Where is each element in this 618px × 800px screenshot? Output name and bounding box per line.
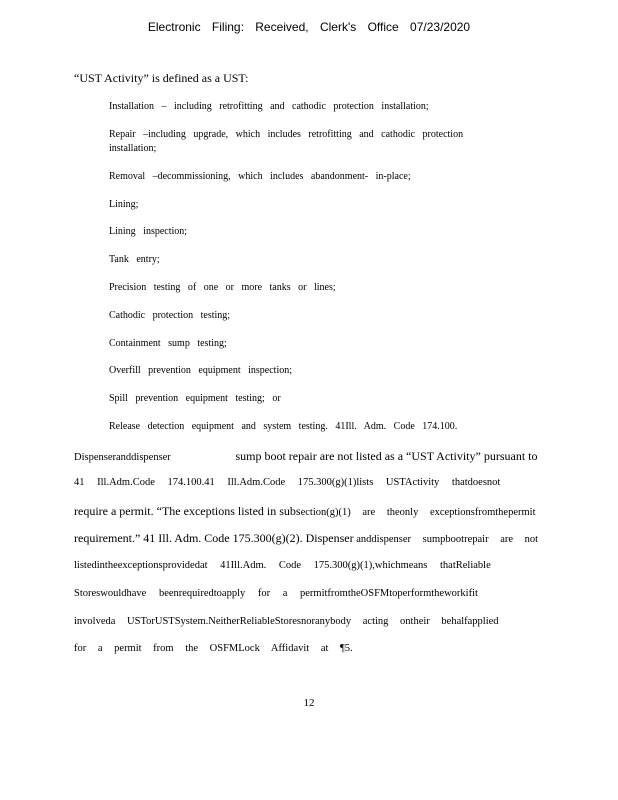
list-item: Repair –including upgrade, which includes retrofitting and cathodic protection <box>109 129 464 140</box>
list-item: Removal –decommissioning, which includes abandonment- in-place; <box>109 171 411 182</box>
list-item: Overfill prevention equipment inspection; <box>109 365 293 376</box>
paragraph-fragment: Dispenseranddispenser <box>74 452 171 463</box>
definition-intro: “UST Activity” is defined as a UST: <box>74 71 249 85</box>
list-item: Spill prevention equipment testing; or <box>109 393 281 404</box>
paragraph-line: involveda USTorUSTSystem.NeitherReliableStoresnoranybody acting ontheir behalfapplied <box>74 616 499 627</box>
list-item: Cathodic protection testing; <box>109 310 231 321</box>
list-item: Lining inspection; <box>109 226 188 237</box>
list-item: Containment sump testing; <box>109 338 227 349</box>
paragraph-fragment: require a permit. “The exceptions listed in subs <box>74 504 301 518</box>
paragraph-line <box>74 504 536 519</box>
filing-header: Electronic Filing: Received, Clerk's Office 07/23/2020 <box>147 20 471 34</box>
paragraph-fragment: requirement.” 41 Ill. Adm. Code 175.300(g)(2). Dispenser <box>74 531 354 545</box>
list-item: Tank entry; <box>109 254 160 265</box>
paragraph-line <box>74 531 538 546</box>
paragraph-line: for a permit from the OSFMLock Affidavit at ¶5. <box>74 643 353 654</box>
paragraph-line: listedintheexceptionsprovidedat 41Ill.Adm. Code 175.300(g)(1),whichmeans thatReliable <box>74 560 491 571</box>
paragraph-line: Storeswouldhave beenrequiredtoapply for a permitfromtheOSFMtoperformtheworkifit <box>74 588 478 599</box>
list-item: Lining; <box>109 199 139 210</box>
paragraph-line <box>74 449 538 464</box>
paragraph-fragment: sump boot repair are not listed as a “UST Activity” pursuant to <box>235 449 538 463</box>
list-item-continuation: installation; <box>109 143 157 154</box>
page-number: 12 <box>303 697 315 709</box>
paragraph-line: 41 Ill.Adm.Code 174.100.41 Ill.Adm.Code 175.300(g)(1)lists USTActivity thatdoesnot <box>74 477 501 488</box>
list-item: Release detection equipment and system testing. 41Ill. Adm. Code 174.100. <box>109 421 458 432</box>
paragraph-fragment: anddispenser sumpbootrepair are not <box>356 534 539 545</box>
list-item: Installation – including retrofitting and cathodic protection installation; <box>109 101 429 112</box>
list-item: Precision testing of one or more tanks or lines; <box>109 282 336 293</box>
paragraph-fragment: ection(g)(1) are theonly exceptionsfromthepermit <box>300 507 536 518</box>
